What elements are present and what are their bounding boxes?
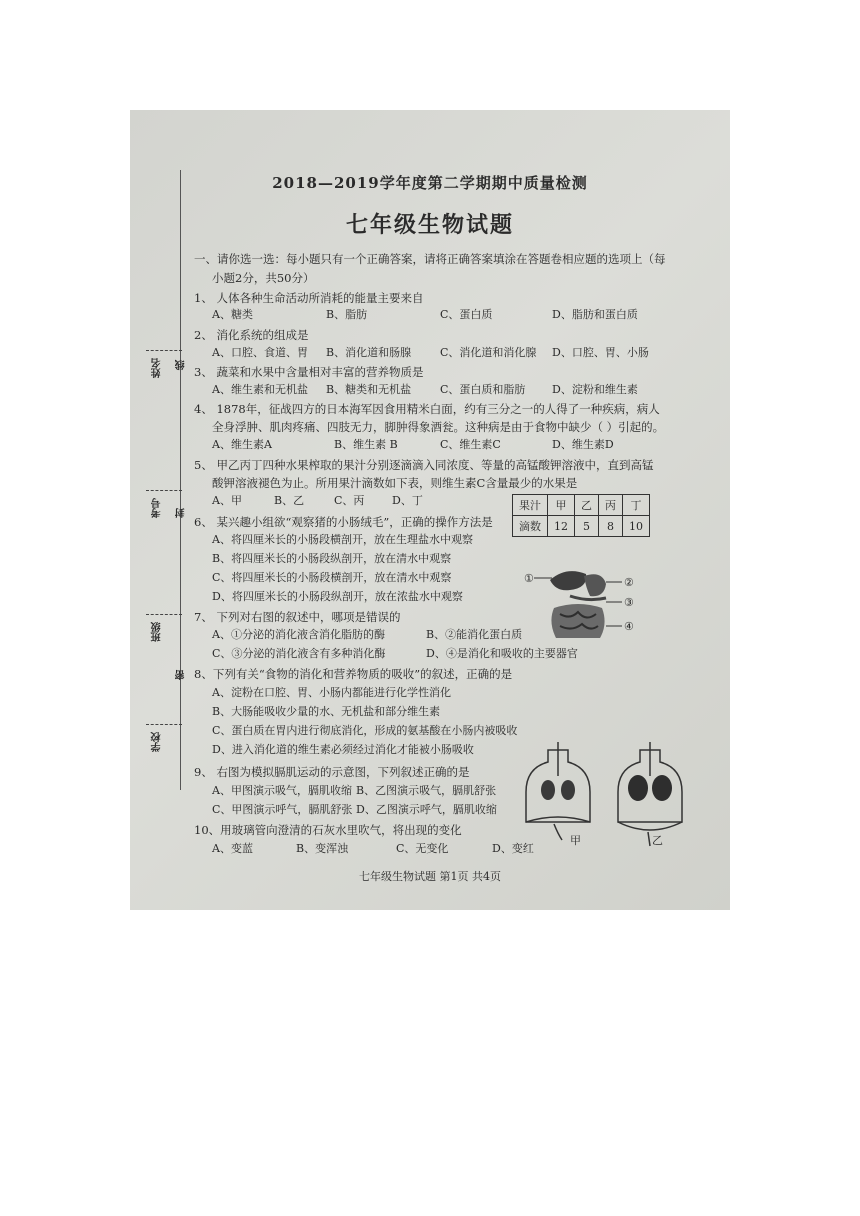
question-3-stem: 3、 蔬菜和水果中含量相对丰富的营养物质是 [194,365,424,379]
table-header-cell: 丙 [599,495,623,516]
q2-option-b[interactable]: B、消化道和肠腺 [326,346,412,359]
table-cell: 5 [575,516,599,537]
section-instruction: 一、请你选一选：每小题只有一个正确答案，请将正确答案填涂在答题卷相应题的选项上（每 [194,252,666,266]
intestine-shape [551,604,604,638]
q8-option-a[interactable]: A、淀粉在口腔、胃、小肠内都能进行化学性消化 [212,686,451,699]
q7-option-c[interactable]: C、③分泌的消化液含有多种消化酶 [212,647,386,660]
question-1-stem: 1、 人体各种生命活动所消耗的能量主要来自 [194,291,424,305]
organ-label-1: ① [524,572,534,585]
table-row [513,516,650,537]
diaphragm-model-figure [518,742,698,852]
binding-line [180,170,181,790]
q10-option-c[interactable]: C、无变化 [396,842,449,855]
q8-option-d[interactable]: D、进入消化道的维生素必须经过消化才能被小肠吸收 [212,743,474,756]
q6-option-d[interactable]: D、将四厘米长的小肠段纵剖开，放在浓盐水中观察 [212,590,463,603]
table-header-cell: 丁 [623,495,650,516]
digestive-organs-figure [526,562,636,652]
q2-option-c[interactable]: C、消化道和消化腺 [440,346,537,359]
question-5-stem-cont: 酸钾溶液褪色为止。所用果汁滴数如下表，则维生素C含量最少的水果是 [212,476,578,490]
q10-option-b[interactable]: B、变浑浊 [296,842,349,855]
q5-option-a[interactable]: A、甲 [212,494,242,507]
side-label-xian: 线 [176,360,187,370]
table-cell: 8 [599,516,623,537]
section-instruction-cont: 小题2分，共50分） [212,271,315,285]
organ-label-2: ② [624,576,634,589]
q2-option-a[interactable]: A、口腔、食道、胃 [212,346,308,359]
q1-option-b[interactable]: B、脂肪 [326,308,368,321]
side-label-exam-no: 考号 [152,498,163,518]
organ-label-3: ③ [624,596,634,609]
q1-option-a[interactable]: A、糖类 [212,308,253,321]
q9-option-a[interactable]: A、甲图演示吸气，膈肌收缩 [212,784,352,797]
q2-option-d[interactable]: D、口腔、胃、小肠 [552,346,649,359]
bell-jar-yi [618,742,682,846]
side-dash [146,490,182,491]
pancreas-shape [570,596,606,600]
q5-option-c[interactable]: C、丙 [334,494,365,507]
exam-subject-title: 七年级生物试题 [345,212,514,238]
question-7-stem: 7、 下列对右图的叙述中，哪项是错误的 [194,610,401,624]
bell-jar-jia [526,742,590,840]
question-5-stem: 5、 甲乙丙丁四种水果榨取的果汁分别逐滴滴入同浓度、等量的高锰酸钾溶液中，直到高锰 [194,458,654,472]
side-label-mi: 密 [176,670,187,680]
side-label-school: 学校 [152,732,163,752]
table-cell: 12 [548,516,575,537]
question-10-stem: 10、用玻璃管向澄清的石灰水里吹气，将出现的变化 [194,823,462,837]
q9-option-b[interactable]: B、乙图演示吸气，膈肌舒张 [356,784,497,797]
juice-drops-table [512,494,650,537]
q8-option-b[interactable]: B、大肠能吸收少量的水、无机盐和部分维生素 [212,705,441,718]
question-8-stem: 8、下列有关“食物的消化和营养物质的吸收”的叙述，正确的是 [194,667,513,681]
figure-label-jia: 甲 [570,834,581,847]
q6-option-c[interactable]: C、将四厘米长的小肠段横剖开，放在清水中观察 [212,571,452,584]
q1-option-d[interactable]: D、脂肪和蛋白质 [552,308,638,321]
question-9-stem: 9、 右图为模拟膈肌运动的示意图，下列叙述正确的是 [194,765,470,779]
q9-option-c[interactable]: C、甲图演示呼气，膈肌舒张 [212,803,353,816]
table-row [513,495,650,516]
table-cell: 10 [623,516,650,537]
question-2-stem: 2、 消化系统的组成是 [194,328,309,342]
q10-option-d[interactable]: D、变红 [492,842,534,855]
figure-label-yi: 乙 [652,834,663,847]
table-header-cell: 乙 [575,495,599,516]
q1-option-c[interactable]: C、蛋白质 [440,308,493,321]
stomach-shape [584,574,606,596]
q3-option-c[interactable]: C、蛋白质和脂肪 [440,383,526,396]
side-dash [146,614,182,615]
q4-option-d[interactable]: D、维生素D [552,438,614,451]
q3-option-b[interactable]: B、糖类和无机盐 [326,383,412,396]
q7-option-d[interactable]: D、④是消化和吸收的主要器官 [426,647,578,660]
question-6-stem: 6、 某兴趣小组欲“观察猪的小肠绒毛”，正确的操作方法是 [194,515,493,529]
q5-option-b[interactable]: B、乙 [274,494,305,507]
q7-option-b[interactable]: B、②能消化蛋白质 [426,628,523,641]
q4-option-c[interactable]: C、维生素C [440,438,501,451]
q4-option-b[interactable]: B、维生素 B [334,438,398,451]
q5-option-d[interactable]: D、丁 [392,494,423,507]
q10-option-a[interactable]: A、变蓝 [212,842,253,855]
side-dash [146,724,182,725]
q6-option-a[interactable]: A、将四厘米长的小肠段横剖开，放在生理盐水中观察 [212,533,473,546]
q4-option-a[interactable]: A、维生素A [212,438,272,451]
table-header-cell: 果汁 [513,495,548,516]
table-header-cell: 甲 [548,495,575,516]
exam-paper [130,110,730,910]
liver-shape [550,571,586,590]
q9-option-d[interactable]: D、乙图演示呼气，膈肌收缩 [356,803,497,816]
q8-option-c[interactable]: C、蛋白质在胃内进行彻底消化，形成的氨基酸在小肠内被吸收 [212,724,518,737]
side-label-feng: 封 [176,508,187,518]
question-4-stem: 4、 1878年，征战四方的日本海军因食用精米白面，约有三分之一的人得了一种疾病，病人 [194,402,660,416]
question-4-stem-cont: 全身浮肿、肌肉疼痛、四肢无力，脚肿得象酒瓮。这种病是由于食物中缺少（ ）引起的。 [212,420,665,434]
q6-option-b[interactable]: B、将四厘米长的小肠段纵剖开，放在清水中观察 [212,552,452,565]
organ-label-4: ④ [624,620,634,633]
page-footer: 七年级生物试题 第1页 共4页 [359,870,501,883]
side-label-name: 姓名 [152,358,163,378]
table-row-label: 滴数 [513,516,548,537]
q7-option-a[interactable]: A、①分泌的消化液含消化脂肪的酶 [212,628,385,641]
side-dash [146,350,182,351]
q3-option-d[interactable]: D、淀粉和维生素 [552,383,638,396]
side-label-class: 班级 [152,622,163,642]
exam-term-title: 2018—2019学年度第二学期期中质量检测 [272,174,588,192]
q3-option-a[interactable]: A、维生素和无机盐 [212,383,308,396]
